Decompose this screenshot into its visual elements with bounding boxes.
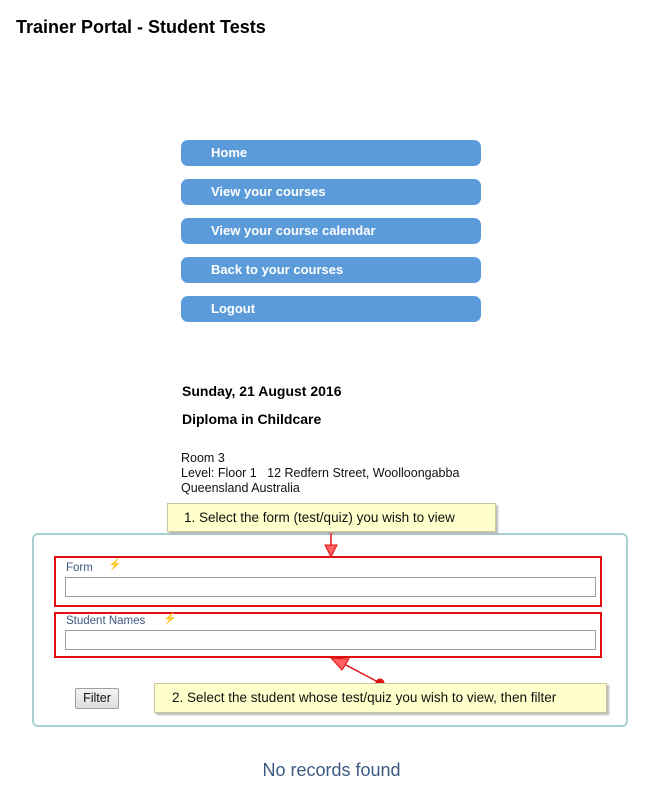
arrowhead-1 (325, 545, 337, 557)
filter-button[interactable]: Filter (75, 688, 119, 709)
step1-callout: 1. Select the form (test/quiz) you wish to view (167, 503, 496, 532)
lightning-icon: ⚡ (108, 559, 122, 571)
no-records-message: No records found (262, 760, 401, 780)
session-date: Sunday, 21 August 2016 (182, 383, 342, 399)
course-name: Diploma in Childcare (182, 411, 322, 427)
nav-view-courses-button[interactable]: View your courses (181, 179, 481, 205)
nav-course-calendar-button[interactable]: View your course calendar (181, 218, 481, 244)
lightning-icon: ⚡ (163, 613, 177, 625)
page-title: Trainer Portal - Student Tests (16, 17, 266, 37)
nav-home-button[interactable]: Home (181, 140, 481, 166)
location-text: Queensland Australia (181, 481, 300, 495)
nav-logout-button[interactable]: Logout (181, 296, 481, 322)
room-text: Room 3 (181, 451, 225, 465)
nav-back-to-courses-button[interactable]: Back to your courses (181, 257, 481, 283)
arrowhead-2 (331, 658, 349, 670)
arrow-line-2 (344, 664, 380, 683)
step2-callout: 2. Select the student whose test/quiz you wish to view, then filter (154, 683, 607, 713)
level-address-text: Level: Floor 1 12 Redfern Street, Woolloongabba (181, 466, 460, 480)
form-label: Form (66, 562, 93, 574)
student-names-label: Student Names (66, 615, 146, 627)
